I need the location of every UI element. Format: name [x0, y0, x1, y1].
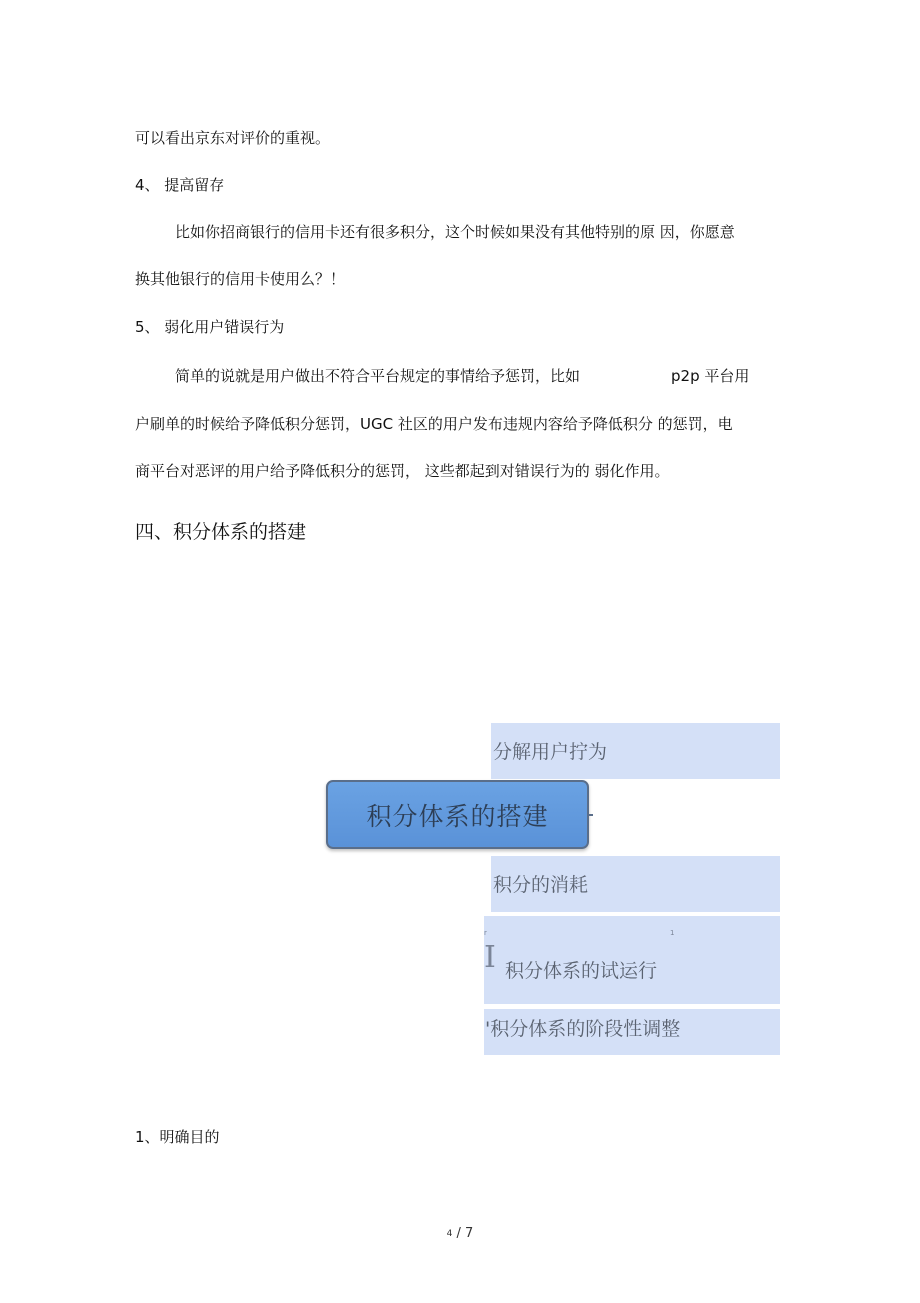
page-number — [0, 1226, 920, 1241]
diagram-center-node: 积分体系的搭建 — [326, 780, 589, 849]
paragraph-line: 换其他银行的信用卡使用么？！ — [135, 270, 346, 288]
diagram-box-label: 积分体系的试运行 — [505, 960, 658, 982]
paragraph-line: 简单的说就是用户做出不符合平台规定的事情给予惩罚，比如 — [175, 367, 581, 385]
section-heading: 四、积分体系的搭建 — [135, 521, 307, 543]
box-mark: r — [484, 929, 487, 937]
total-pages: / 7 — [452, 1226, 474, 1241]
diagram-connector — [589, 814, 593, 816]
diagram-box — [484, 916, 780, 1004]
diagram-box — [491, 723, 780, 779]
paragraph-line: 户刷单的时候给予降低积分惩罚，UGC 社区的用户发布违规内容给予降低积分 的惩罚，电 — [135, 415, 733, 433]
diagram-box-label: 分解用户拧为 — [493, 741, 608, 763]
diagram-box — [491, 856, 780, 912]
diagram-box-label: 积分的消耗 — [493, 874, 589, 896]
subheading: 1、明确目的 — [135, 1128, 220, 1146]
paragraph-line: p2p 平台用 — [671, 367, 750, 385]
list-heading-4: 4、 提高留存 — [135, 176, 225, 194]
paragraph-line: 商平台对恶评的用户给予降低积分的惩罚， 这些都起到对错误行为的 弱化作用。 — [135, 462, 670, 480]
paragraph-line: 可以看出京东对评价的重视。 — [135, 129, 331, 147]
diagram-box-label: '积分体系的阶段性调整 — [485, 1018, 681, 1040]
paragraph-line: 比如你招商银行的信用卡还有很多积分，这个时候如果没有其他特别的原 因，你愿意 — [175, 223, 735, 241]
text-cursor-icon: I — [484, 940, 496, 975]
current-page: 4 — [446, 1229, 453, 1239]
list-heading-5: 5、 弱化用户错误行为 — [135, 318, 285, 336]
diagram-box — [484, 1009, 780, 1055]
box-mark: 1 — [670, 929, 675, 937]
